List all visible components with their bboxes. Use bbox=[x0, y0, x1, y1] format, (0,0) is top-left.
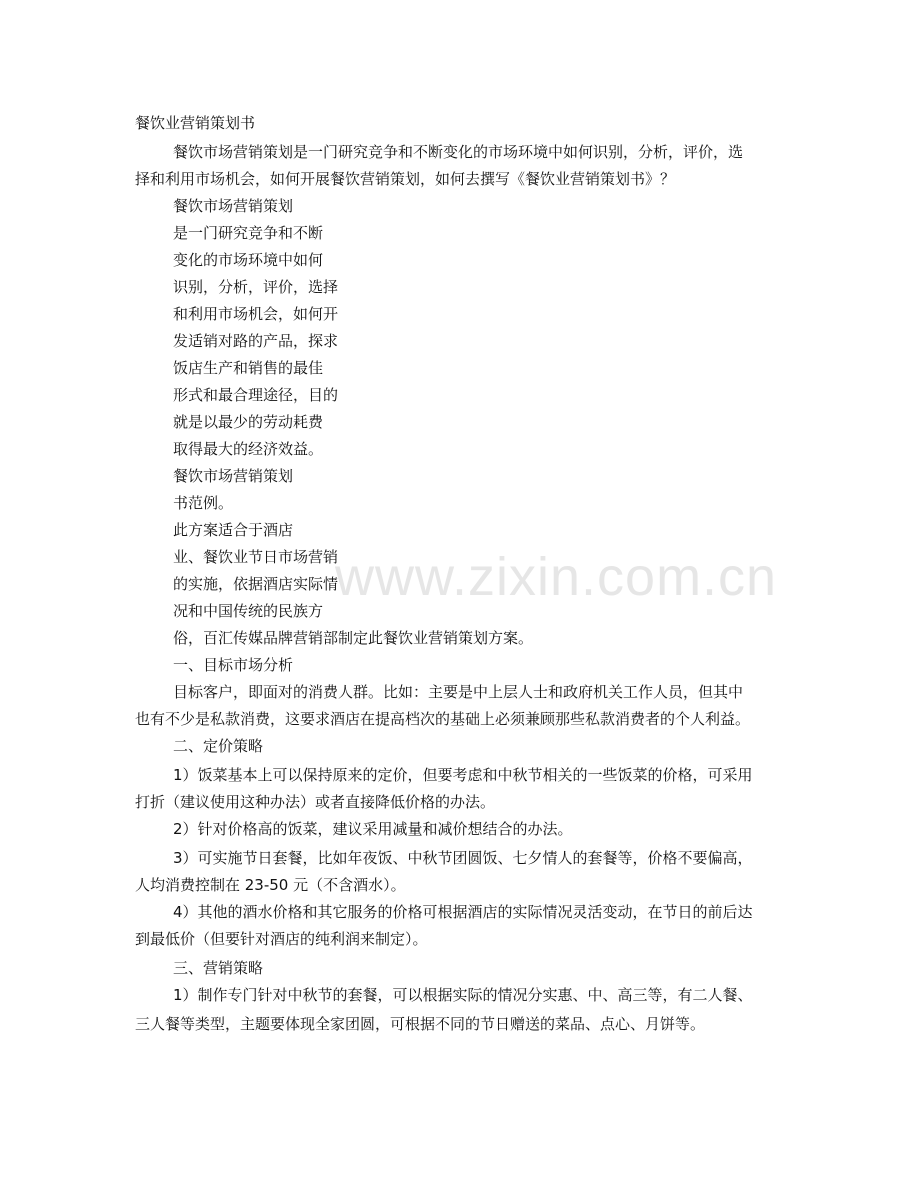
narrow-line: 取得最大的经济效益。 bbox=[173, 440, 324, 458]
paragraph-line: 打折（建议使用这种办法）或者直接降低价格的办法。 bbox=[135, 793, 496, 811]
narrow-line: 书范例。 bbox=[173, 494, 234, 512]
narrow-line: 此方案适合于酒店 bbox=[173, 521, 294, 539]
narrow-line: 餐饮市场营销策划 bbox=[173, 467, 294, 485]
narrow-line: 俗，百汇传媒品牌营销部制定此餐饮业营销策划方案。 bbox=[173, 629, 534, 647]
narrow-line: 变化的市场环境中如何 bbox=[173, 251, 324, 269]
section-heading: 一、目标市场分析 bbox=[173, 656, 294, 674]
watermark: www.zixin.com.cn bbox=[335, 547, 778, 607]
paragraph-line: 3）可实施节日套餐，比如年夜饭、中秋节团圆饭、七夕情人的套餐等，价格不要偏高， bbox=[173, 849, 753, 867]
intro-line: 择和利用市场机会，如何开展餐饮营销策划，如何去撰写《餐饮业营销策划书》？ bbox=[135, 170, 676, 188]
paragraph-line: 三人餐等类型，主题要体现全家团圆，可根据不同的节日赠送的菜品、点心、月饼等。 bbox=[135, 1015, 706, 1033]
paragraph-line: 也有不少是私款消费，这要求酒店在提高档次的基础上必须兼顾那些私款消费者的个人利益。 bbox=[135, 710, 751, 728]
narrow-line: 识别，分析，评价，选择 bbox=[173, 278, 339, 296]
narrow-line: 是一门研究竞争和不断 bbox=[173, 224, 324, 242]
paragraph-line: 1）饭菜基本上可以保持原来的定价，但要考虑和中秋节相关的一些饭菜的价格，可采用 bbox=[173, 766, 753, 784]
intro-line: 餐饮市场营销策划是一门研究竞争和不断变化的市场环境中如何识别，分析，评价，选 bbox=[173, 143, 744, 161]
section-heading: 三、营销策略 bbox=[173, 959, 264, 977]
narrow-line: 的实施，依据酒店实际情 bbox=[173, 575, 339, 593]
section-heading: 二、定价策略 bbox=[173, 737, 264, 755]
paragraph-line: 人均消费控制在 23-50 元（不含酒水）。 bbox=[135, 876, 406, 894]
paragraph-line: 2）针对价格高的饭菜，建议采用减量和减价想结合的办法。 bbox=[173, 820, 573, 838]
narrow-line: 发适销对路的产品，探求 bbox=[173, 332, 339, 350]
narrow-line: 业、餐饮业节日市场营销 bbox=[173, 548, 339, 566]
paragraph-line: 目标客户，即面对的消费人群。比如：主要是中上层人士和政府机关工作人员，但其中 bbox=[173, 683, 744, 701]
paragraph-line: 1）制作专门针对中秋节的套餐，可以根据实际的情况分实惠、中、高三等，有二人餐、 bbox=[173, 986, 753, 1004]
paragraph-line: 4）其他的酒水价格和其它服务的价格可根据酒店的实际情况灵活变动，在节日的前后达 bbox=[173, 903, 753, 921]
narrow-line: 饭店生产和销售的最佳 bbox=[173, 359, 324, 377]
paragraph-line: 到最低价（但要针对酒店的纯利润来制定）。 bbox=[135, 930, 428, 948]
narrow-line: 和利用市场机会，如何开 bbox=[173, 305, 339, 323]
document-title: 餐饮业营销策划书 bbox=[135, 114, 256, 132]
narrow-line: 形式和最合理途径，目的 bbox=[173, 386, 339, 404]
narrow-line: 况和中国传统的民族方 bbox=[173, 602, 324, 620]
narrow-line: 餐饮市场营销策划 bbox=[173, 197, 294, 215]
narrow-line: 就是以最少的劳动耗费 bbox=[173, 413, 324, 431]
